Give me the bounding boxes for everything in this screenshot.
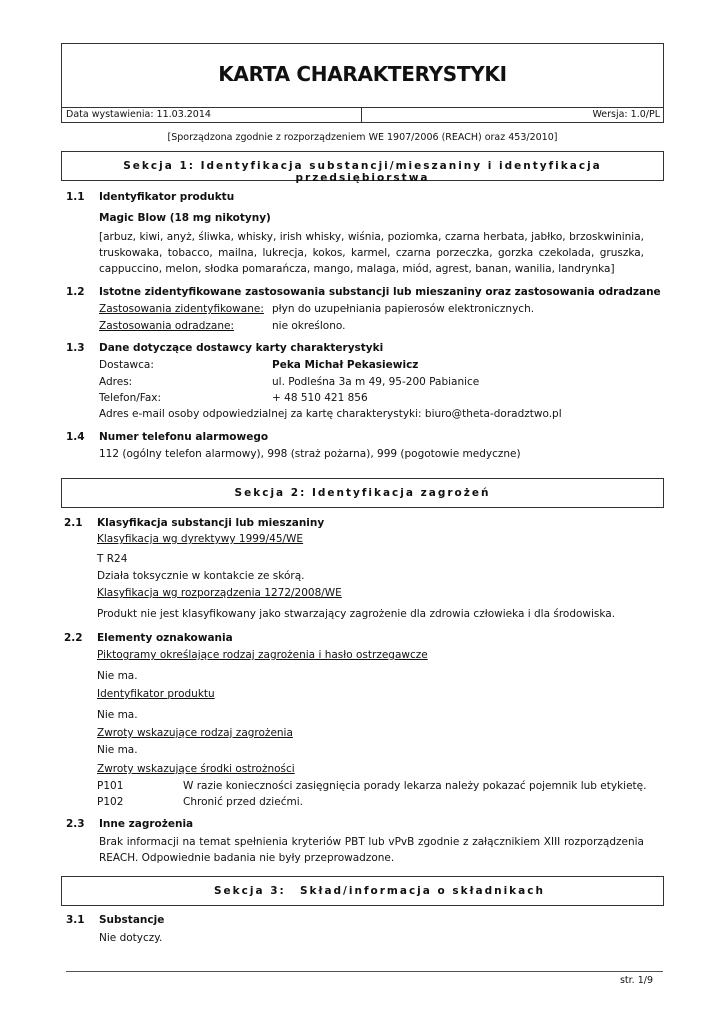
supplier-value: Peka Michał Pekasiewicz — [272, 359, 419, 371]
s31-heading: Substancje — [99, 914, 165, 926]
phone-label: Telefon/Fax: — [99, 392, 162, 404]
directive-text: Działa toksycznie w kontakcie ze skórą. — [97, 570, 305, 582]
footer-divider — [66, 971, 663, 972]
p101-code: P101 — [97, 780, 124, 792]
regulation-text: Produkt nie jest klasyfikowany jako stwarzający zagrożenie dla zdrowia człowieka i dla środowiska. — [97, 608, 616, 620]
issue-date: Data wystawienia: 11.03.2014 — [66, 109, 211, 120]
address-label: Adres: — [99, 376, 133, 388]
s14-heading: Numer telefonu alarmowego — [99, 431, 269, 443]
s11-heading: Identyfikator produktu — [99, 191, 235, 203]
precaution-label: Zwroty wskazujące środki ostrożności — [97, 763, 295, 775]
p102-text: Chronić przed dziećmi. — [183, 796, 303, 808]
s31-number: 3.1 — [66, 914, 85, 926]
uses-identified-label: Zastosowania zidentyfikowane: — [99, 303, 264, 315]
emergency-numbers: 112 (ogólny telefon alarmowy), 998 (straż pożarna), 999 (pogotowie medyczne) — [99, 448, 521, 460]
document-title: KARTA CHARAKTERYSTYKI — [218, 62, 507, 86]
directive-code: T R24 — [97, 553, 128, 565]
product-id-value: Nie ma. — [97, 709, 138, 721]
s13-number: 1.3 — [66, 342, 85, 354]
section-3-title: Skład/informacja o składnikach — [300, 885, 545, 897]
s22-heading: Elementy oznakowania — [97, 632, 233, 644]
pictograms-label: Piktogramy określające rodzaj zagrożenia i hasło ostrzegawcze — [97, 649, 428, 661]
p102-code: P102 — [97, 796, 124, 808]
uses-advised-value: nie określono. — [272, 320, 346, 332]
s31-text: Nie dotyczy. — [99, 932, 163, 944]
uses-identified-value: płyn do uzupełniania papierosów elektronicznych. — [272, 303, 535, 315]
section-3-title-number: Sekcja 3: — [214, 885, 286, 897]
version: Wersja: 1.0/PL — [592, 109, 660, 120]
hazard-statements-label: Zwroty wskazujące rodzaj zagrożenia — [97, 727, 293, 739]
s12-number: 1.2 — [66, 286, 85, 298]
uses-advised-label: Zastosowania odradzane: — [99, 320, 235, 332]
pictograms-value: Nie ma. — [97, 670, 138, 682]
other-hazards-text: Brak informacji na temat spełnienia kryteriów PBT lub vPvB zgodnie z załącznikiem XIII rozporządzenia REACH. Odpowiednie badania nie były przeprowadzone. — [99, 836, 644, 864]
product-name: Magic Blow (18 mg nikotyny) — [99, 212, 271, 224]
address-value: ul. Podleśna 3a m 49, 95-200 Pabianice — [272, 376, 480, 388]
page-number: str. 1/9 — [619, 975, 653, 986]
s12-heading: Istotne zidentyfikowane zastosowania substancji lub mieszaniny oraz zastosowania odradzane — [99, 286, 661, 298]
section-1-title: Sekcja 1: Identyfikacja substancji/mieszaniny i identyfikacja przedsiębiorstwa — [123, 160, 602, 184]
regulation-label: Klasyfikacja wg rozporządzenia 1272/2008/WE — [97, 587, 342, 599]
flavours-list: [arbuz, kiwi, anyż, śliwka, whisky, irish whisky, wiśnia, poziomka, czarna herbata, jabłko, brzoskwininia, truskowaka, tobacco, mailna, lukrecja, kokos, karmel, czarna porzeczka, gorzka czekolada, gruszka, cappuccino, melon, słodka pomarańcza, mango, malaga, miód, agrest, banan, wanilia, landrynka] — [99, 231, 644, 275]
section-2-title: Sekcja 2: Identyfikacja zagrożeń — [234, 487, 491, 499]
supplier-label: Dostawca: — [99, 359, 154, 371]
s23-heading: Inne zagrożenia — [99, 818, 194, 830]
s13-heading: Dane dotyczące dostawcy karty charakterystyki — [99, 342, 384, 354]
product-id-label: Identyfikator produktu — [97, 688, 215, 700]
p101-text: W razie konieczności zasięgnięcia porady lekarza należy pokazać pojemnik lub etykietę. — [183, 780, 647, 792]
s21-heading: Klasyfikacja substancji lub mieszaniny — [97, 517, 325, 529]
s23-number: 2.3 — [66, 818, 85, 830]
s22-number: 2.2 — [64, 632, 83, 644]
email-line: Adres e-mail osoby odpowiedzialnej za kartę charakterystyki: biuro@theta-doradztwo.pl — [99, 408, 562, 420]
phone-value: + 48 510 421 856 — [272, 392, 368, 404]
s14-number: 1.4 — [66, 431, 85, 443]
s21-number: 2.1 — [64, 517, 83, 529]
directive-label: Klasyfikacja wg dyrektywy 1999/45/WE — [97, 533, 304, 545]
regulation-note: [Sporządzona zgodnie z rozporządzeniem WE 1907/2006 (REACH) oraz 453/2010] — [167, 132, 558, 143]
s11-number: 1.1 — [66, 191, 85, 203]
hazard-statements-value: Nie ma. — [97, 744, 138, 756]
